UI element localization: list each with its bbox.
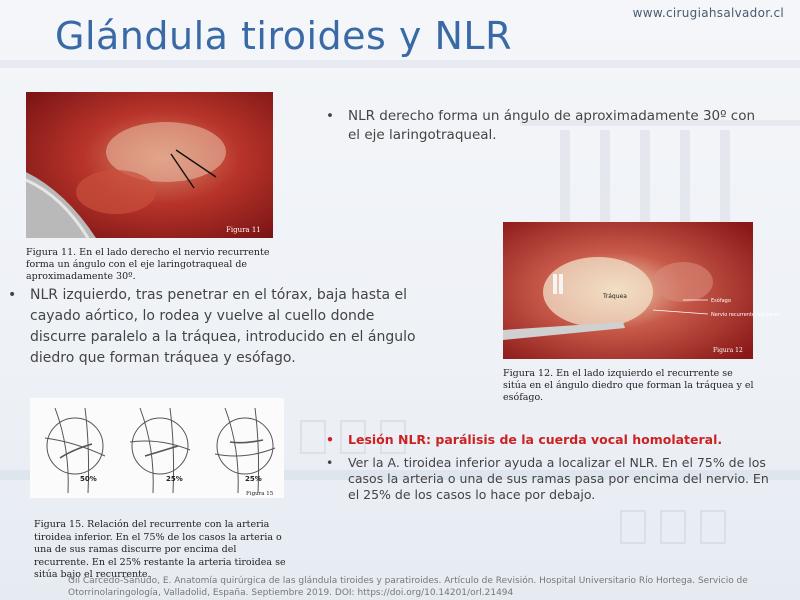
bullet-artery-text: Ver la A. tiroidea inferior ayuda a localizar el NLR. En el 75% de los casos la arteria o una de sus ramas pasa por encima del nervio. En el 25% de los casos lo hace por debajo. — [348, 455, 769, 502]
figure-12-annot-traquea: Tráquea — [603, 293, 627, 300]
figure-12-inner-label: Figura 12 — [713, 347, 743, 354]
bullet-lesion-text: Lesión NLR: parálisis de la cuerda vocal homolateral. — [348, 432, 723, 447]
bullet-left-nlr — [8, 285, 428, 369]
bullet-artery — [326, 455, 770, 503]
figure-15-pct-3: 25% — [245, 475, 262, 483]
reference-citation: Gil Carcedo-Sañudo, E. Anatomía quirúrgica de las glándula tiroides y paratiroides. Artículo de Revisión. Hospital Universitario Río Hortega. Servicio de Otorrinolaringología, Valladolid, España. Septiembre 2019. DOI: https://doi.org/10.14201/orl.21494 — [68, 576, 748, 598]
bullet-left-nlr-text: NLR izquierdo, tras penetrar en el tórax, baja hasta el cayado aórtico, lo rodea y vuelve al cuello donde discurre paralelo a la tráquea, introducido en el ángulo diedro que forman tráquea y esófago. — [30, 287, 416, 366]
bullet-right-nlr — [326, 107, 756, 145]
bullet-dot: • — [8, 287, 17, 303]
figure-11-photo — [26, 92, 273, 238]
figure-12-annot-esofago: Esófago — [711, 298, 731, 304]
figure-11-caption: Figura 11. En el lado derecho el nervio recurrente forma un ángulo con el eje laringotraqueal de aproximadamente 30º. — [26, 247, 270, 282]
slide-title: Glándula tiroides y NLR — [55, 14, 512, 58]
figure-11-inner-label: Figura 11 — [226, 226, 261, 234]
bullet-dot: • — [326, 108, 334, 124]
bullet-dot: • — [326, 455, 334, 470]
bullet-right-nlr-text: NLR derecho forma un ángulo de aproximadamente 30º con el eje laringotraqueal. — [348, 108, 756, 143]
figure-12-photo — [503, 222, 780, 359]
website-url: www.cirugiahsalvador.cl — [632, 6, 784, 20]
figure-15-pct-1: 50% — [80, 475, 97, 483]
bullet-lesion — [326, 430, 766, 449]
figure-12-caption: Figura 12. En el lado izquierdo el recurrente se sitúa en el ángulo diedro que forman la tráquea y el esófago. — [503, 368, 754, 403]
figure-15-inner-label: Figura 15 — [246, 491, 274, 497]
bullet-dot: • — [326, 432, 334, 447]
figure-15-diagram — [30, 398, 284, 498]
figure-12-annot-nervio: Nervio recurrente izquierdo — [711, 312, 780, 318]
figure-15-caption: Figura 15. Relación del recurrente con la arteria tiroidea inferior. En el 75% de los casos la arteria o una de sus ramas discurre por encima del recurrente. En el 25% restante la arteria tiroidea se sitúa bajo el recurrente. — [34, 519, 286, 580]
figure-15-pct-2: 25% — [166, 475, 183, 483]
